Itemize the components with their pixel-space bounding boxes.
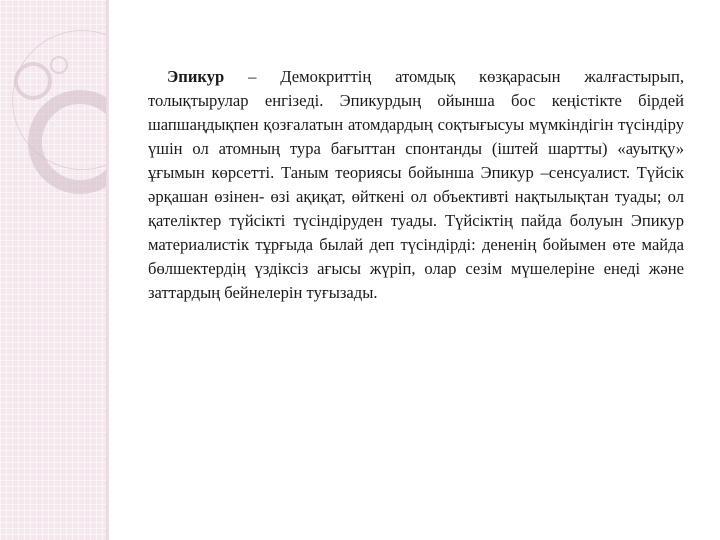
body-paragraph [148,65,684,305]
decorative-ring-small [14,62,52,100]
paragraph-text: – Демокриттің атомдық көзқарасын жалғастырып, толықтырулар енгізеді. Эпикурдың ойынша бос кеңістікте бірдей шапшаңдықпен қозғалатын атомдардың соқтығысуы мүмкіндігін түсіндіру үшін ол атомның тура бағыттан спонтанды (іштей шартты) «ауытқу» ұғымын көрсетті. Таным теориясы бойынша Эпикур –сенсуалист. Түйсік әрқашан өзінен- өзі ақиқат, өйткені ол объективті нақтылықтан туады; ол қателіктер түйсікті түсіндіруден туады. Түйсіктің пайда болуын Эпикур материалистік тұрғыда былай деп түсіндірді: дененің бойымен өте майда бөлшектердің үздіксіз ағысы жүріп, олар сезім мүшелеріне енеді және заттардың бейнелерін туғызады. [148,67,684,302]
panel-divider [106,0,109,540]
decorative-ring-tiny [50,56,68,74]
decorative-side-panel [0,0,109,540]
paragraph-term: Эпикур [167,67,225,86]
